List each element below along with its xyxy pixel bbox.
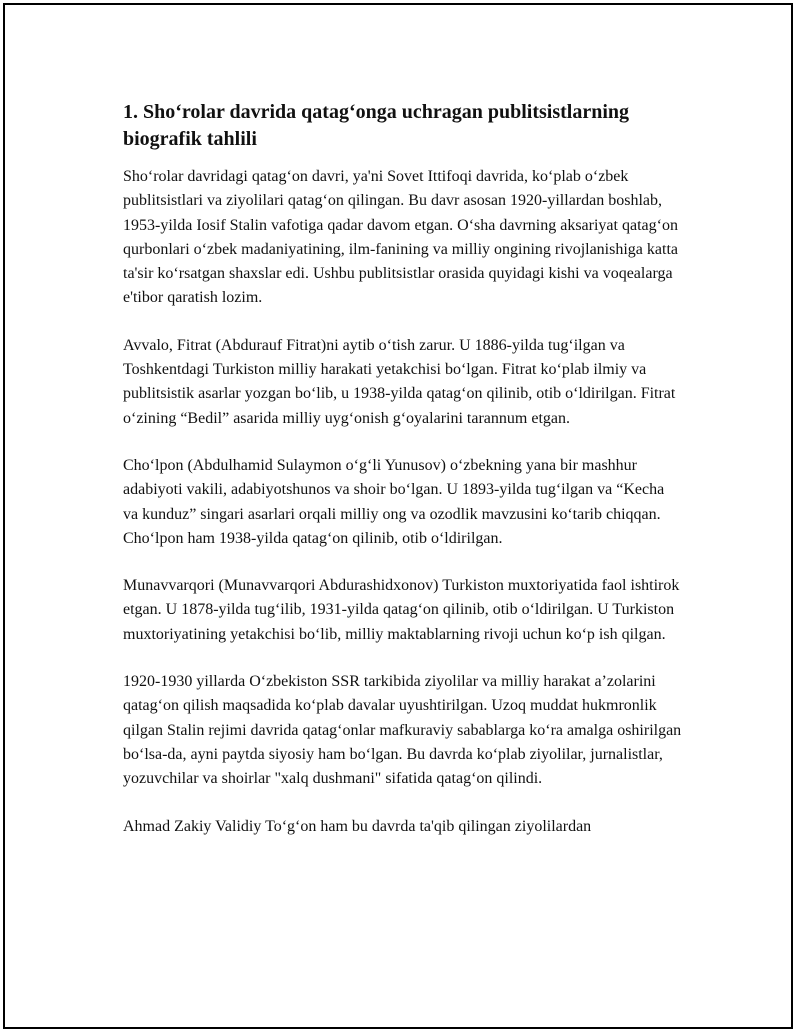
page-frame (3, 3, 793, 1029)
paragraph-repressions: 1920-1930 yillarda O‘zbekiston SSR tarkibida ziyolilar va milliy harakat a’zolarini qatag‘on qilish maqsadida ko‘plab davalar uyushtirilgan. Uzoq muddat hukmronlik qilgan Stalin rejimi davrida qatag‘onlar mafkuraviy sabablarga ko‘ra amalga oshirilgan bo‘lsa-da, ayni paytda siyosiy ham bo‘lgan. Bu davrda ko‘plab ziyolilar, jurnalistlar, yozuvchilar va shoirlar "xalq dushmani" sifatida qatag‘on qilindi. (123, 673, 682, 788)
document-body (123, 99, 683, 862)
section-heading: 1. Sho‘rolar davrida qatag‘onga uchragan publitsistlarning biografik tahlili (123, 101, 630, 150)
paragraph-fitrat: Avvalo, Fitrat (Abdurauf Fitrat)ni aytib o‘tish zarur. U 1886-yilda tug‘ilgan va Toshkentdagi Turkiston milliy harakati yetakchisi bo‘lgan. Fitrat ko‘plab ilmiy va publitsistik asarlar yozgan bo‘lib, u 1938-yilda qatag‘on qilinib, otib o‘ldirilgan. Fitrat o‘zining “Bedil” asarida milliy uyg‘onish g‘oyalarini tarannum etgan. (123, 336, 676, 427)
paragraph-munavvarqori: Munavvarqori (Munavvarqori Abdurashidxonov) Turkiston muxtoriyatida faol ishtirok etgan. U 1878-yilda tug‘ilib, 1931-yilda qatag‘on qilinib, otib o‘ldirilgan. U Turkiston muxtoriyatining yetakchisi bo‘lib, milliy maktablarning rivoji uchun ko‘p ish qilgan. (123, 577, 680, 643)
paragraph-intro: Sho‘rolar davridagi qatag‘on davri, ya'ni Sovet Ittifoqi davrida, ko‘plab o‘zbek publitsistlari va ziyolilari qatag‘on qilingan. Bu davr asosan 1920-yillardan boshlab, 1953-yilda Iosif Stalin vafotiga qadar davom etgan. O‘sha davrning aksariyat qatag‘on qurbonlari o‘zbek madaniyatining, ilm-fanining va milliy ongining rivojlanishiga katta ta'sir ko‘rsatgan shaxslar edi. Ushbu publitsistlar orasida quyidagi kishi va voqealarga e'tibor qaratish lozim. (123, 168, 678, 307)
paragraph-cholpon: Cho‘lpon (Abdulhamid Sulaymon o‘g‘li Yunusov) o‘zbekning yana bir mashhur adabiyoti vakili, adabiyotshunos va shoir bo‘lgan. U 1893-yilda tug‘ilgan va “Kecha va kunduz” singari asarlari orqali milliy ong va ozodlik mavzusini ko‘tarib chiqqan. Cho‘lpon ham 1938-yilda qatag‘on qilinib, otib o‘ldirilgan. (123, 456, 665, 547)
paragraph-validiy: Ahmad Zakiy Validiy To‘g‘on ham bu davrda ta'qib qilingan ziyolilardan (123, 817, 592, 835)
